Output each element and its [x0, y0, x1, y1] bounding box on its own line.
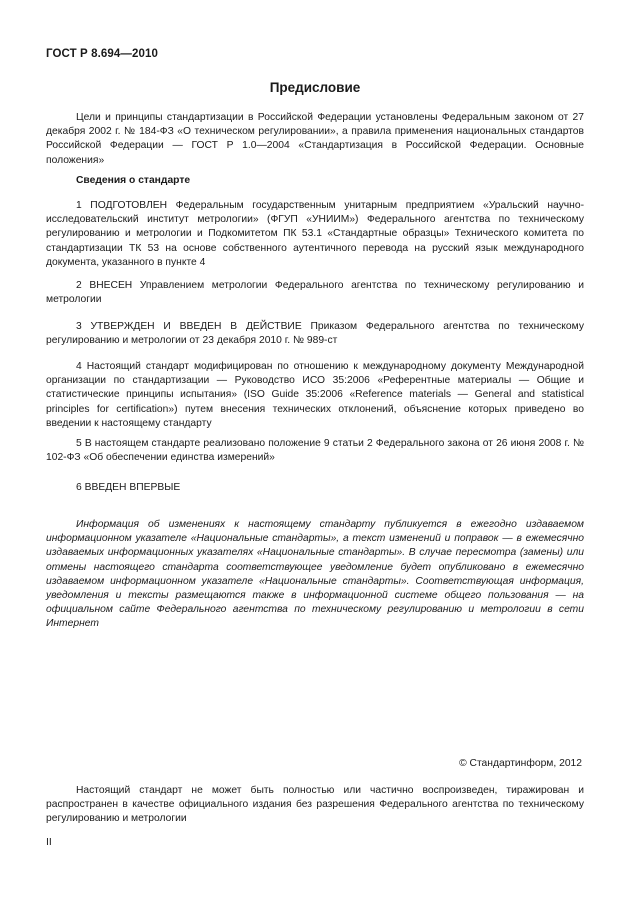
item-6-introduced: 6 ВВЕДЕН ВПЕРВЫЕ	[76, 482, 181, 493]
copyright: © Стандартинформ, 2012	[459, 758, 582, 769]
item-1-prepared: 1 ПОДГОТОВЛЕН Федеральным государственным унитарным предприятием «Уральский научно-исследовательский институт метрологии» (ФГУП «УНИИМ») Федерального агентства по техническому регулированию и метрологии и Подкомитетом ПК 53.1 «Стандартные образцы» Технического комитета по стандартизации ТК 53 на основе собственного аутентичного перевода на русский язык международного документа, указанного в пункте 4	[46, 200, 584, 268]
page-number: II	[46, 836, 52, 848]
standard-info-heading: Сведения о стандарте	[76, 175, 191, 186]
item-4-modified: 4 Настоящий стандарт модифицирован по отношению к международному документу Международной организации по стандартизации — Руководство ИСО 35:2006 «Референтные материалы — Общие и статистические принципы испытания» (ISO Guide 35:2006 «Reference materials — General and statistical principles for certification») путем внесения технических отклонений, объяснение которых приведено во введении к настоящему стандарту	[46, 361, 584, 429]
rights-notice: Настоящий стандарт не может быть полностью или частично воспроизведен, тиражирован и распространен в качестве официального издания без разрешения Федерального агентства по техническому регулированию и метрологии	[46, 785, 584, 825]
standard-code: ГОСТ Р 8.694—2010	[46, 48, 158, 60]
item-3-approved: 3 УТВЕРЖДЕН И ВВЕДЕН В ДЕЙСТВИЕ Приказом Федерального агентства по техническому регулированию и метрологии от 23 декабря 2010 г. № 989-ст	[46, 321, 584, 347]
item-5-implemented: 5 В настоящем стандарте реализовано положение 9 статьи 2 Федерального закона от 26 июня 2008 г. № 102-ФЗ «Об обеспечении единства измерений»	[46, 438, 584, 464]
intro-paragraph: Цели и принципы стандартизации в Российской Федерации установлены Федеральным законом от 27 декабря 2002 г. № 184-ФЗ «О техническом регулировании», а правила применения национальных стандартов Российской Федерации — ГОСТ Р 1.0—2004 «Стандартизация в Российской Федерации. Основные положения»	[46, 112, 584, 166]
page-title: Предисловие	[269, 80, 361, 95]
item-2-submitted: 2 ВНЕСЕН Управлением метрологии Федерального агентства по техническому регулированию и метрологии	[46, 280, 584, 306]
changes-notice: Информация об изменениях к настоящему стандарту публикуется в ежегодно издаваемом информационном указателе «Национальные стандарты», а текст изменений и поправок — в ежемесячно издаваемых информационных указателях «Национальные стандарты». В случае пересмотра (замены) или отмены настоящего стандарта соответствующее уведомление будет опубликовано в ежемесячно издаваемом информационном указателе «Национальные стандарты». Соответствующая информация, уведомления и тексты размещаются также в информационной системе общего пользования — на официальном сайте Федерального агентства по техническому регулированию и метрологии в сети Интернет	[46, 519, 584, 630]
